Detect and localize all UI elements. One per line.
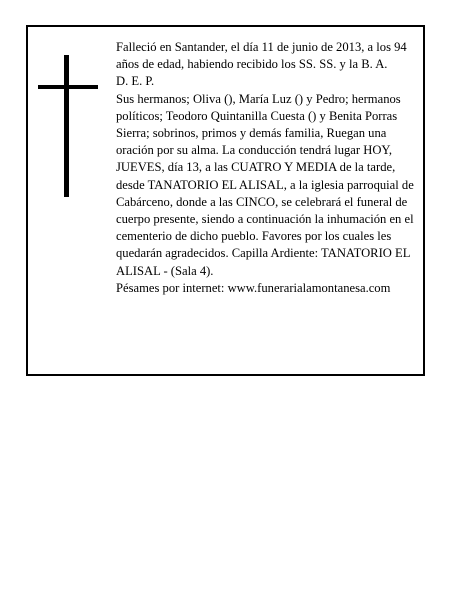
condolences-line: Pésames por internet: www.funerarialamontanesa.com bbox=[116, 280, 391, 295]
notice-text bbox=[116, 39, 420, 297]
notice-body: Sus hermanos; Oliva (), María Luz () y Pedro; hermanos políticos; Teodoro Quintanilla Cuesta () y Benita Porras Sierra; sobrinos, primos y demás familia, Ruegan una oración por su alma. La conducción tendrá lugar HOY, JUEVES, día 13, a las CUATRO Y MEDIA de la tarde, desde TANATORIO EL ALISAL, a la iglesia parroquial de Cabárceno, donde a las CINCO, se celebrará el funeral de cuerpo presente, siendo a continuación la inhumación en el cementerio de dicho pueblo. Favores por los cuales les quedarán agradecidos. Capilla Ardiente: TANATORIO EL ALISAL - (Sala 4). bbox=[116, 91, 414, 278]
death-announcement: Falleció en Santander, el día 11 de junio de 2013, a los 94 años de edad, habiendo recibido los SS. SS. y la B. A. bbox=[116, 40, 407, 72]
cross-icon bbox=[38, 55, 98, 197]
rest-in-peace-line: D. E. P. bbox=[116, 74, 155, 89]
obituary-notice bbox=[26, 25, 425, 376]
